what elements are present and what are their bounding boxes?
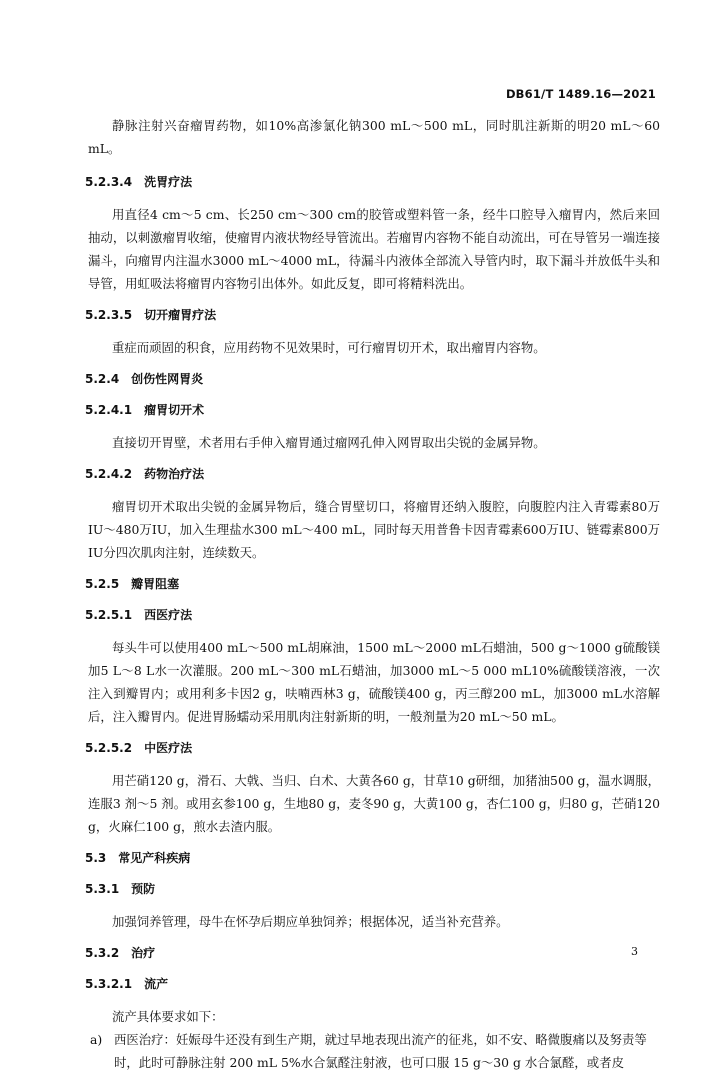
paragraph: 重症而顽固的积食，应用药物不见效果时，可行瘤胃切开术，取出瘤胃内容物。 xyxy=(112,340,546,355)
paragraph: 加强饲养管理，母牛在怀孕后期应单独饲养；根据体况，适当补充营养。 xyxy=(112,914,509,929)
standard-code-header: DB61/T 1489.16—2021 xyxy=(505,87,656,101)
section-number: 5.2.3.5 xyxy=(85,308,133,322)
list-item-text: 西医治疗：妊娠母牛还没有到生产期，就过早地表现出流产的征兆，如不安、略微腹痛以及努责等时，此时可静脉注射 200 mL 5%水合氯醛注射液，也可口服 15 g～30 g 水合氯醛，或者皮 xyxy=(114,1032,647,1070)
section-number: 5.3.2.1 xyxy=(85,977,133,991)
section-number: 5.2.5.2 xyxy=(85,741,133,755)
section-number: 5.2.5 xyxy=(85,577,120,591)
section-heading xyxy=(85,464,660,484)
paragraph: 每头牛可以使用400 mL～500 mL胡麻油，1500 mL～2000 mL石蜡油，500 g～1000 g硫酸镁加5 L～8 L水一次灌服。200 mL～300 mL石蜡油，加3000 mL～5 000 mL10%硫酸镁溶液，一次注入到瓣胃内；或用利多卡因2 g，呋喃西林3 g，硫酸镁400 g，丙三醇200 mL，加3000 mL水溶解后，注入瓣胃内。促进胃肠蠕动采用肌肉注射新斯的明，一般剂量为20 mL～50 mL。 xyxy=(88,640,660,724)
section-title: 洗胃疗法 xyxy=(144,175,193,189)
section-number: 5.3.1 xyxy=(85,882,120,896)
section-number: 5.3 xyxy=(85,851,107,865)
section-heading xyxy=(85,943,660,963)
section-heading xyxy=(85,305,660,325)
paragraph: 静脉注射兴奋瘤胃药物，如10%高渗氯化钠300 mL～500 mL，同时肌注新斯的明20 mL～60 mL。 xyxy=(88,118,660,156)
section-heading xyxy=(85,369,660,389)
section-title: 瓣胃阻塞 xyxy=(131,577,180,591)
paragraph: 用芒硝120 g，滑石、大戟、当归、白术、大黄各60 g，甘草10 g研细，加猪油500 g，温水调服，连服3 剂～5 剂。或用玄参100 g，生地80 g，麦冬90 g，大黄100 g，杏仁100 g，归80 g，芒硝120 g，火麻仁100 g，煎水去渣内服。 xyxy=(88,773,660,834)
section-heading xyxy=(85,605,660,625)
section-heading xyxy=(85,738,660,758)
list-item xyxy=(90,1028,660,1074)
section-title: 切开瘤胃疗法 xyxy=(144,308,217,322)
section-heading xyxy=(85,574,660,594)
section-heading xyxy=(85,974,660,994)
section-title: 预防 xyxy=(131,882,156,896)
section-title: 治疗 xyxy=(131,946,156,960)
section-heading xyxy=(85,172,660,192)
section-title: 中医疗法 xyxy=(144,741,193,755)
paragraph: 用直径4 cm～5 cm、长250 cm～300 cm的胶管或塑料管一条，经牛口腔导入瘤胃内，然后来回抽动，以刺激瘤胃收缩，使瘤胃内液状物经导管流出。若瘤胃内容物不能自动流出，可在导管另一端连接漏斗，向瘤胃内注温水3000 mL～4000 mL，待漏斗内液体全部流入导管内时，取下漏斗并放低牛头和导管，用虹吸法将瘤胃内容物引出体外。如此反复，即可将精料洗出。 xyxy=(88,207,660,291)
section-number: 5.2.4 xyxy=(85,372,120,386)
paragraph: 直接切开胃壁，术者用右手伸入瘤胃通过瘤网孔伸入网胃取出尖锐的金属异物。 xyxy=(112,435,546,450)
paragraph: 流产具体要求如下： xyxy=(112,1009,224,1024)
section-title: 西医疗法 xyxy=(144,608,193,622)
list-marker: a) xyxy=(90,1032,103,1047)
section-title: 创伤性网胃炎 xyxy=(131,372,204,386)
section-title: 流产 xyxy=(144,977,169,991)
paragraph: 瘤胃切开术取出尖锐的金属异物后，缝合胃壁切口，将瘤胃还纳入腹腔，向腹腔内注入青霉素80万IU～480万IU，加入生理盐水300 mL～400 mL，同时每天用普鲁卡因青霉素600万IU、链霉素800万IU分四次肌肉注射，连续数天。 xyxy=(88,499,660,560)
section-title: 药物治疗法 xyxy=(144,467,205,481)
section-number: 5.2.3.4 xyxy=(85,175,133,189)
section-number: 5.3.2 xyxy=(85,946,120,960)
section-number: 5.2.4.1 xyxy=(85,403,133,417)
section-heading xyxy=(85,879,660,899)
section-number: 5.2.4.2 xyxy=(85,467,133,481)
section-heading xyxy=(85,400,660,420)
section-title: 常见产科疾病 xyxy=(118,851,191,865)
section-title: 瘤胃切开术 xyxy=(144,403,205,417)
section-number: 5.2.5.1 xyxy=(85,608,133,622)
section-heading xyxy=(85,848,660,868)
page-number: 3 xyxy=(631,945,638,958)
document-body xyxy=(85,114,660,1074)
